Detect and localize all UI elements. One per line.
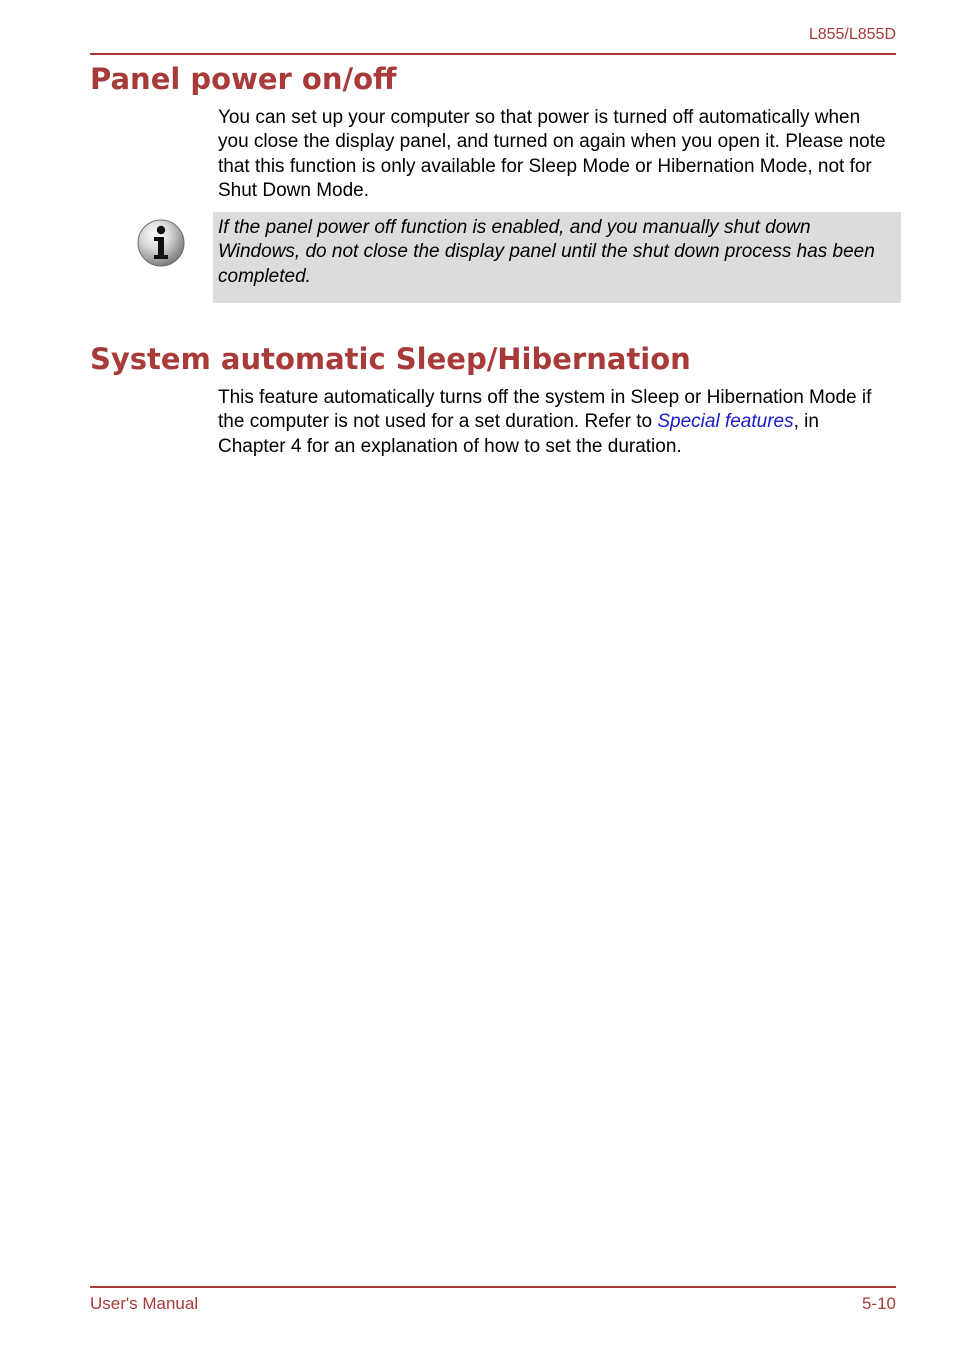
system-sleep-paragraph-after-link: , in Chapter 4 for an explanation of how to set the duration. [218, 411, 819, 457]
panel-power-paragraph: You can set up your computer so that power is turned off automatically when you close the display panel, and turned on again when you open it. Please note that this function is only available for Sleep Mode or Hibernation Mode, not for Shut Down Mode. [218, 107, 886, 202]
footer-page-number: 5-10 [861, 1294, 896, 1313]
section-title-panel-power: Panel power on/off [90, 62, 397, 96]
header-model-label: L855/L855D [808, 26, 896, 43]
note-text: If the panel power off function is enabled, and you manually shut down Windows, do not close the display panel until the shut down process has been completed. [218, 217, 875, 287]
note-box [213, 212, 901, 303]
system-sleep-paragraph [218, 386, 888, 459]
info-icon [136, 218, 186, 268]
footer-rule [90, 1286, 896, 1288]
footer-manual-label: User's Manual [90, 1294, 199, 1313]
header-rule [90, 53, 896, 55]
system-sleep-paragraph-before-link: This feature automatically turns off the system in Sleep or Hibernation Mode if the computer is not used for a set duration. Refer to [218, 387, 872, 433]
special-features-link[interactable]: Special features [657, 411, 794, 433]
section-title-system-sleep: System automatic Sleep/Hibernation [90, 342, 691, 376]
